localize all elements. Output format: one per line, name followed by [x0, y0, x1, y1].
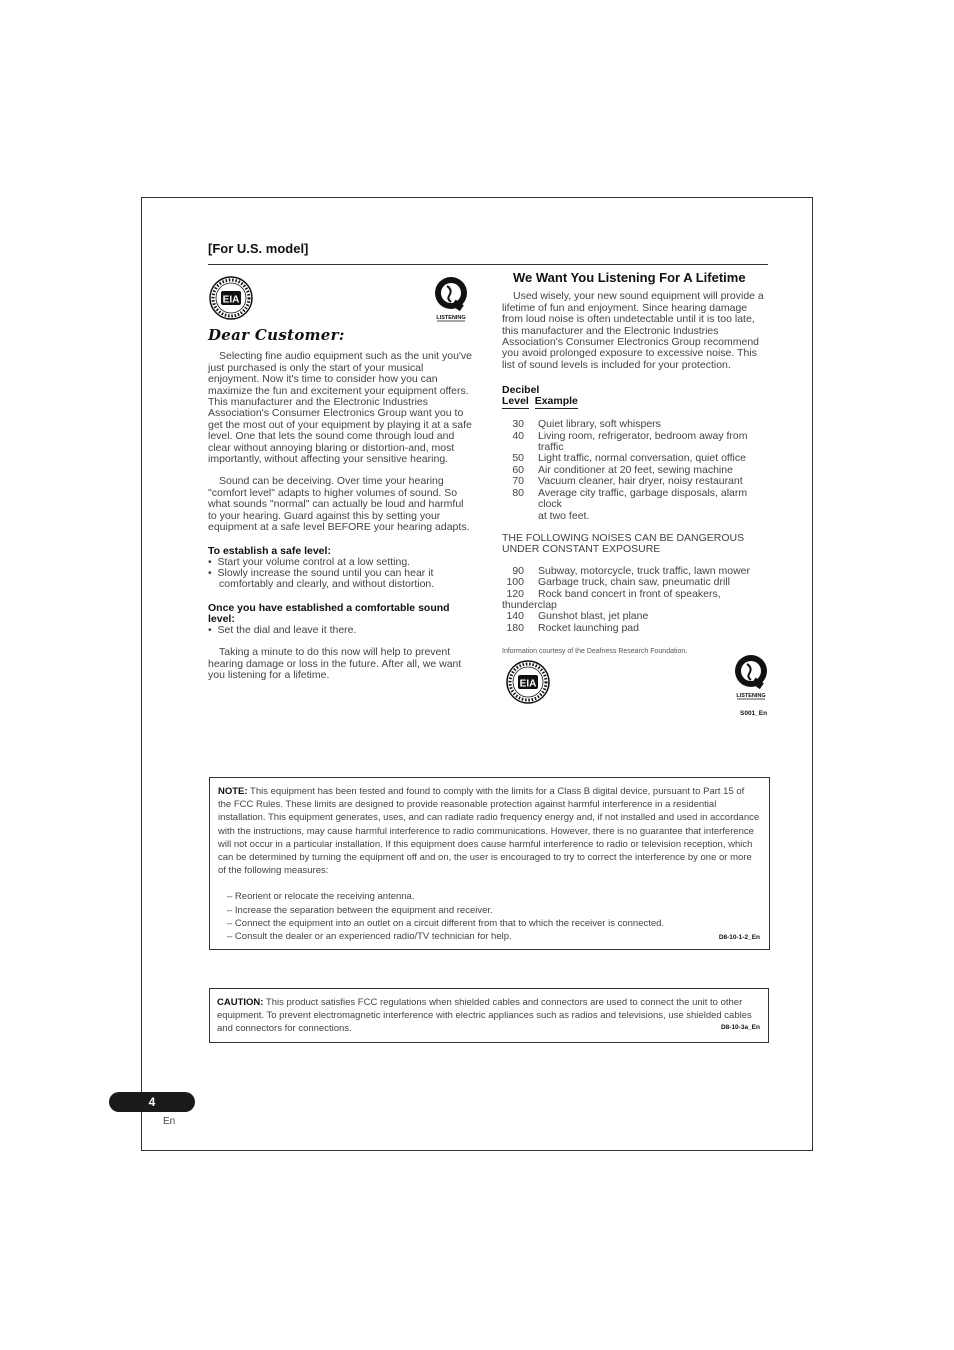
section-code: S001_En — [740, 710, 768, 717]
danger-wrap-text: thunderclap — [502, 598, 557, 611]
right-column — [502, 272, 768, 658]
page-number: 4 — [109, 1092, 195, 1112]
paragraph-intro: Selecting fine audio equipment such as the unit you've just purchased is only the start of your musical enjoyment. Now it's time to consider how you can maximize the fun and excitement your equipment offers. This manufacturer and the Electronic Industries Association's Consumer Electronics Group want you to get the most out of your equipment by playing it at a safe level. One that lets the sound come through loud and clear without annoying blaring or distortion-and, most importantly, without affecting your sensitive hearing. — [208, 350, 473, 466]
list-item: – Reorient or relocate the receiving antenna. — [227, 891, 415, 903]
danger-heading: THE FOLLOWING NOISES CAN BE DANGEROUS UNDER CONSTANT EXPOSURE — [502, 531, 745, 556]
svg-text:LISTENING: LISTENING — [736, 693, 766, 699]
list-item: – Increase the separation between the equipment and receiver. — [227, 904, 493, 916]
table-row: 40 Living room, refrigerator, bedroom away from traffic — [512, 429, 748, 454]
list-item: – Consult the dealer or an experienced radio/TV technician for help. D8-10-1-2_En — [227, 931, 760, 943]
table-row: 70 Vacuum cleaner, hair dryer, noisy restaurant — [512, 475, 743, 488]
courtesy-note: Information courtesy of the Deafness Research Foundation. — [502, 648, 688, 656]
table-row: 100 Garbage truck, chain saw, pneumatic drill — [506, 576, 731, 589]
eia-logo-icon — [209, 276, 253, 325]
table-row: 180 Rocket launching pad — [506, 621, 639, 634]
table-row: 60 Air conditioner at 20 feet, sewing machine — [512, 463, 733, 476]
listening-q-logo-icon — [433, 276, 469, 331]
paragraph-deceiving: Sound can be deceiving. Over time your hearing "comfort level" adapts to higher volumes of sound. So what sounds "normal" can actually be loud and harmful to your hearing. Guard against this by setting your equipment at a safe level BEFORE your hearing adapts. — [208, 475, 470, 534]
header-rule — [208, 264, 768, 265]
table-row: 140 Gunshot blast, jet plane — [506, 610, 649, 623]
svg-text:EIA: EIA — [519, 678, 537, 690]
paragraph-lifetime-intro: Used wisely, your new sound equipment will provide a lifetime of fun and enjoyment. Since hearing damage from loud noise is often undetectable until it is too late, this manufacturer and the Electronic Industries Association's Consumer Electronics Group recommend you avoid prolonged exposure to excessive noise. This list of sound levels is included for your protection. — [502, 290, 764, 371]
salutation: Dear Customer: — [208, 326, 345, 344]
eia-logo-icon — [506, 660, 550, 709]
table-row: 90 Subway, motorcycle, truck traffic, lawn mower — [512, 564, 751, 577]
table-row: 80 Average city traffic, garbage disposals, alarm clock — [512, 486, 748, 511]
left-column — [208, 326, 473, 681]
table-row: at two feet. — [538, 509, 590, 522]
paragraph-closing: Taking a minute to do this now will help to prevent hearing damage or loss in the future. After all, we want you listening for a lifetime. — [208, 646, 462, 681]
comfort-level-heading: Once you have established a comfortable sound level: — [208, 601, 450, 625]
listening-q-logo-icon — [733, 654, 769, 709]
svg-text:LISTENING: LISTENING — [436, 315, 466, 321]
table-row: 120 Rock band concert in front of speakers, — [506, 587, 721, 600]
list-item: • Slowly increase the sound until you can hear it comfortably and clearly, and without distortion. — [208, 566, 435, 591]
table-row: 50 Light traffic, normal conversation, quiet office — [512, 452, 746, 465]
note-text: NOTE: This equipment has been tested and found to comply with the limits for a Class B digital device, pursuant to Part 15 of the FCC Rules. These limits are designed to provide reasonable protection against harmful interference in a residential installation. This equipment generates, uses, and can radiate radio frequency energy and, if not installed and used in accordance with the instructions, may cause harmful interference to radio communications. However, there is no guarantee that interference will not occur in a particular installation. If this equipment does cause harmful interference to radio or television reception, which can be determined by turning the equipment off and on, the user is encouraged to try to correct the interference by one or more of the following measures: — [218, 786, 760, 877]
danger-table — [502, 566, 750, 600]
language-code: En — [163, 1116, 176, 1127]
fcc-caution-box — [209, 988, 769, 1043]
table-row: 30 Quiet library, soft whispers — [512, 418, 661, 431]
fcc-note-box — [209, 777, 770, 950]
danger-table-cont — [502, 611, 648, 634]
list-item: • Set the dial and leave it there. — [208, 623, 357, 636]
caution-text: CAUTION: This product satisfies FCC regulations when shielded cables and connectors are used to connect the unit to other equipment. To prevent electromagnetic interference with electric appliances such as radios and televisions, use shielded cables and connectors for connections. D8-10-3a_En — [217, 997, 760, 1035]
svg-text:EIA: EIA — [222, 294, 240, 306]
decibel-table — [502, 419, 768, 522]
safe-level-heading: To establish a safe level: — [208, 544, 331, 557]
model-label: [For U.S. model] — [208, 241, 309, 256]
list-item: – Connect the equipment into an outlet on a circuit different from that to which the receiver is connected. — [227, 917, 665, 929]
section-title: We Want You Listening For A Lifetime — [513, 270, 746, 285]
decibel-table-header: Decibel Level Example — [502, 384, 578, 408]
list-item: • Start your volume control at a low setting. — [208, 555, 411, 568]
